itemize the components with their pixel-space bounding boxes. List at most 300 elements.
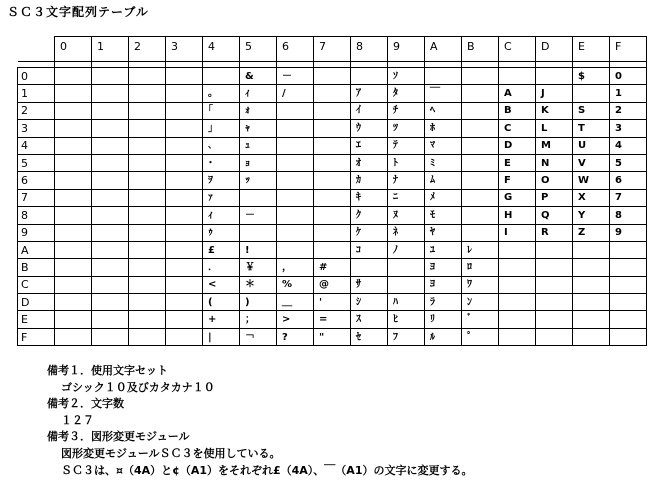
char-cell: ｣ bbox=[203, 120, 240, 137]
char-cell: ﾐ bbox=[425, 154, 462, 171]
char-cell: ｬ bbox=[240, 120, 277, 137]
char-cell bbox=[536, 241, 573, 258]
char-cell bbox=[314, 102, 351, 119]
char-cell bbox=[92, 189, 129, 206]
char-cell: ｭ bbox=[240, 137, 277, 154]
column-header: 7 bbox=[314, 37, 351, 62]
char-cell: ｱ bbox=[351, 85, 388, 102]
char-cell bbox=[314, 137, 351, 154]
char-cell bbox=[129, 137, 166, 154]
table-row bbox=[18, 328, 647, 345]
char-cell: ｶ bbox=[351, 172, 388, 189]
char-cell: " bbox=[314, 328, 351, 345]
char-cell: ｻ bbox=[351, 276, 388, 293]
char-cell bbox=[610, 294, 647, 311]
char-cell bbox=[55, 311, 92, 328]
char-cell bbox=[462, 85, 499, 102]
char-cell: ｨ bbox=[240, 85, 277, 102]
char-cell: ｲ bbox=[351, 102, 388, 119]
char-cell: | bbox=[203, 328, 240, 345]
char-cell: 9 bbox=[610, 224, 647, 241]
row-header: 3 bbox=[18, 120, 55, 137]
column-header: 9 bbox=[388, 37, 425, 62]
char-cell bbox=[166, 120, 203, 137]
char-cell bbox=[610, 328, 647, 345]
char-cell bbox=[129, 294, 166, 311]
char-cell: ￥ bbox=[240, 259, 277, 276]
char-cell bbox=[55, 259, 92, 276]
char-cell: & bbox=[240, 68, 277, 85]
char-cell: 5 bbox=[610, 154, 647, 171]
char-cell bbox=[129, 207, 166, 224]
column-header: 0 bbox=[55, 37, 92, 62]
char-cell bbox=[129, 311, 166, 328]
note-3-heading: 備考３．図形変更モジュール bbox=[47, 430, 190, 444]
char-cell bbox=[129, 189, 166, 206]
char-cell: % bbox=[277, 276, 314, 293]
char-cell: 6 bbox=[610, 172, 647, 189]
char-cell: ￣ bbox=[425, 85, 462, 102]
char-cell: ﾆ bbox=[388, 189, 425, 206]
note-1-heading: 備考１．使用文字セット bbox=[47, 364, 168, 377]
char-cell: ＊ bbox=[240, 276, 277, 293]
table-row bbox=[18, 311, 647, 328]
char-cell bbox=[92, 120, 129, 137]
char-cell: Y bbox=[573, 207, 610, 224]
char-cell: ￢ bbox=[240, 328, 277, 345]
char-cell: N bbox=[536, 154, 573, 171]
row-header: 7 bbox=[18, 189, 55, 206]
column-header: B bbox=[462, 37, 499, 62]
char-cell bbox=[129, 68, 166, 85]
char-cell: ｮ bbox=[240, 154, 277, 171]
char-cell bbox=[573, 294, 610, 311]
char-cell: ' bbox=[314, 294, 351, 311]
char-cell bbox=[610, 259, 647, 276]
char-cell bbox=[425, 68, 462, 85]
char-cell bbox=[499, 259, 536, 276]
char-cell: ﾖ bbox=[425, 259, 462, 276]
char-cell bbox=[129, 276, 166, 293]
column-header: C bbox=[499, 37, 536, 62]
char-cell bbox=[92, 207, 129, 224]
char-cell bbox=[499, 276, 536, 293]
char-cell: ＿ bbox=[277, 294, 314, 311]
char-cell bbox=[462, 68, 499, 85]
char-cell: K bbox=[536, 102, 573, 119]
char-cell bbox=[55, 68, 92, 85]
char-cell bbox=[499, 241, 536, 258]
char-cell: $ bbox=[573, 68, 610, 85]
char-cell: ｢ bbox=[203, 102, 240, 119]
char-cell bbox=[277, 224, 314, 241]
char-cell: ﾒ bbox=[425, 189, 462, 206]
char-cell bbox=[166, 68, 203, 85]
column-header: A bbox=[425, 37, 462, 62]
char-cell bbox=[166, 172, 203, 189]
char-cell bbox=[573, 241, 610, 258]
char-cell bbox=[462, 137, 499, 154]
column-header: 2 bbox=[129, 37, 166, 62]
char-cell bbox=[462, 120, 499, 137]
char-cell bbox=[55, 154, 92, 171]
char-cell bbox=[166, 154, 203, 171]
char-cell: ? bbox=[277, 328, 314, 345]
char-cell: W bbox=[573, 172, 610, 189]
row-header: F bbox=[18, 328, 55, 345]
table-row bbox=[18, 207, 647, 224]
char-cell bbox=[92, 137, 129, 154]
char-cell bbox=[277, 137, 314, 154]
char-cell bbox=[55, 207, 92, 224]
char-cell bbox=[462, 172, 499, 189]
char-cell bbox=[92, 154, 129, 171]
column-header: F bbox=[610, 37, 647, 62]
char-cell: ｼ bbox=[351, 294, 388, 311]
char-cell bbox=[314, 189, 351, 206]
char-cell: ﾑ bbox=[425, 172, 462, 189]
char-cell: ﾏ bbox=[425, 137, 462, 154]
char-cell bbox=[536, 276, 573, 293]
char-cell bbox=[129, 120, 166, 137]
char-cell bbox=[92, 259, 129, 276]
char-cell: － bbox=[277, 68, 314, 85]
char-cell: 4 bbox=[610, 137, 647, 154]
note-2-heading: 備考２．文字数 bbox=[47, 397, 124, 411]
char-cell bbox=[462, 189, 499, 206]
char-cell bbox=[314, 207, 351, 224]
char-cell: ﾇ bbox=[388, 207, 425, 224]
column-header: 3 bbox=[166, 37, 203, 62]
char-cell bbox=[166, 276, 203, 293]
char-cell: ﾖ bbox=[425, 276, 462, 293]
char-cell: 7 bbox=[610, 189, 647, 206]
table-corner bbox=[18, 37, 55, 62]
char-cell bbox=[499, 328, 536, 345]
char-cell bbox=[573, 85, 610, 102]
char-cell bbox=[351, 68, 388, 85]
char-cell bbox=[129, 241, 166, 258]
char-cell: ﾚ bbox=[462, 241, 499, 258]
char-cell: ｦ bbox=[203, 172, 240, 189]
notes-section bbox=[47, 363, 472, 479]
char-cell bbox=[610, 311, 647, 328]
char-cell: ﾂ bbox=[388, 120, 425, 137]
char-cell: @ bbox=[314, 276, 351, 293]
char-cell: ! bbox=[240, 241, 277, 258]
char-cell bbox=[55, 241, 92, 258]
row-header: 6 bbox=[18, 172, 55, 189]
char-cell: ｹ bbox=[351, 224, 388, 241]
char-cell: Z bbox=[573, 224, 610, 241]
char-cell bbox=[92, 241, 129, 258]
char-cell bbox=[166, 328, 203, 345]
char-cell: ｧ bbox=[203, 189, 240, 206]
char-cell bbox=[573, 259, 610, 276]
char-cell bbox=[314, 120, 351, 137]
table-row bbox=[18, 172, 647, 189]
char-cell bbox=[240, 224, 277, 241]
table-row bbox=[18, 294, 647, 311]
row-header: 8 bbox=[18, 207, 55, 224]
table-row bbox=[18, 241, 647, 258]
char-cell bbox=[92, 294, 129, 311]
note-3-line-2: ＳＣ３は、¤（4A）と¢（A1）をそれぞれ£（4A）、￣（A1）の文字に変更する。 bbox=[61, 463, 473, 477]
char-cell: 8 bbox=[610, 207, 647, 224]
char-cell bbox=[277, 172, 314, 189]
char-cell: ﾔ bbox=[425, 224, 462, 241]
char-cell: ﾓ bbox=[425, 207, 462, 224]
char-cell: ﾃ bbox=[388, 137, 425, 154]
row-header: 5 bbox=[18, 154, 55, 171]
char-cell: ｳ bbox=[351, 120, 388, 137]
char-cell: T bbox=[573, 120, 610, 137]
char-cell: L bbox=[536, 120, 573, 137]
char-cell bbox=[92, 102, 129, 119]
char-cell: ﾅ bbox=[388, 172, 425, 189]
char-cell bbox=[388, 259, 425, 276]
char-cell bbox=[462, 154, 499, 171]
char-cell: ｺ bbox=[351, 241, 388, 258]
char-cell: ｯ bbox=[240, 172, 277, 189]
char-cell bbox=[240, 189, 277, 206]
char-cell: ｫ bbox=[240, 102, 277, 119]
character-table bbox=[17, 36, 647, 346]
char-cell bbox=[277, 102, 314, 119]
char-cell: ﾟ bbox=[462, 328, 499, 345]
char-cell bbox=[277, 241, 314, 258]
char-cell bbox=[536, 328, 573, 345]
char-cell bbox=[92, 276, 129, 293]
row-header: 1 bbox=[18, 85, 55, 102]
table-row bbox=[18, 68, 647, 85]
char-cell: M bbox=[536, 137, 573, 154]
row-header: A bbox=[18, 241, 55, 258]
char-cell bbox=[462, 102, 499, 119]
char-cell: ﾛ bbox=[462, 259, 499, 276]
char-cell bbox=[55, 137, 92, 154]
char-cell bbox=[129, 224, 166, 241]
char-cell: Q bbox=[536, 207, 573, 224]
table-row bbox=[18, 85, 647, 102]
char-cell bbox=[166, 311, 203, 328]
char-cell: ､ bbox=[203, 137, 240, 154]
char-cell: ； bbox=[240, 311, 277, 328]
char-cell: ﾉ bbox=[388, 241, 425, 258]
table-row bbox=[18, 259, 647, 276]
char-cell: R bbox=[536, 224, 573, 241]
char-cell: 3 bbox=[610, 120, 647, 137]
char-cell: I bbox=[499, 224, 536, 241]
char-cell: F bbox=[499, 172, 536, 189]
char-cell bbox=[129, 85, 166, 102]
char-cell bbox=[55, 294, 92, 311]
char-cell bbox=[610, 276, 647, 293]
row-header: B bbox=[18, 259, 55, 276]
char-cell bbox=[92, 85, 129, 102]
char-cell: ( bbox=[203, 294, 240, 311]
char-cell bbox=[166, 189, 203, 206]
char-cell bbox=[55, 276, 92, 293]
char-cell bbox=[277, 207, 314, 224]
char-cell bbox=[92, 68, 129, 85]
row-header: 2 bbox=[18, 102, 55, 119]
char-cell bbox=[499, 311, 536, 328]
char-cell: O bbox=[536, 172, 573, 189]
char-cell bbox=[166, 85, 203, 102]
table-row bbox=[18, 154, 647, 171]
char-cell: ﾗ bbox=[425, 294, 462, 311]
char-cell bbox=[55, 328, 92, 345]
note-1-body: ゴシック１０及びカタカナ１０ bbox=[61, 380, 215, 394]
column-header: 6 bbox=[277, 37, 314, 62]
table-row bbox=[18, 102, 647, 119]
char-cell: ， bbox=[277, 259, 314, 276]
char-cell: ﾞ bbox=[462, 311, 499, 328]
char-cell: D bbox=[499, 137, 536, 154]
char-cell bbox=[92, 172, 129, 189]
row-header: D bbox=[18, 294, 55, 311]
char-cell: / bbox=[277, 85, 314, 102]
char-cell: + bbox=[203, 311, 240, 328]
char-cell: S bbox=[573, 102, 610, 119]
char-cell: < bbox=[203, 276, 240, 293]
row-header: C bbox=[18, 276, 55, 293]
char-cell bbox=[166, 259, 203, 276]
char-cell: £ bbox=[203, 241, 240, 258]
char-cell bbox=[277, 189, 314, 206]
char-cell: J bbox=[536, 85, 573, 102]
char-cell: 2 bbox=[610, 102, 647, 119]
column-header-row bbox=[18, 37, 647, 62]
char-cell bbox=[166, 224, 203, 241]
column-header: 1 bbox=[92, 37, 129, 62]
char-cell: ﾕ bbox=[425, 241, 462, 258]
char-cell bbox=[536, 259, 573, 276]
char-cell: > bbox=[277, 311, 314, 328]
char-cell bbox=[92, 311, 129, 328]
char-cell: ﾌ bbox=[388, 328, 425, 345]
char-cell bbox=[388, 276, 425, 293]
page-title: ＳＣ３文字配列テーブル bbox=[7, 5, 149, 19]
row-header: 0 bbox=[18, 68, 55, 85]
char-cell bbox=[277, 154, 314, 171]
column-header: 4 bbox=[203, 37, 240, 62]
char-cell bbox=[55, 120, 92, 137]
char-cell: ｵ bbox=[351, 154, 388, 171]
char-cell: ﾋ bbox=[388, 311, 425, 328]
char-cell bbox=[129, 328, 166, 345]
char-cell bbox=[462, 207, 499, 224]
column-header: 5 bbox=[240, 37, 277, 62]
char-cell: ﾍ bbox=[425, 102, 462, 119]
table-row bbox=[18, 137, 647, 154]
char-cell: ﾈ bbox=[388, 224, 425, 241]
row-header: E bbox=[18, 311, 55, 328]
column-header: D bbox=[536, 37, 573, 62]
char-cell bbox=[536, 311, 573, 328]
char-cell bbox=[351, 259, 388, 276]
char-cell: # bbox=[314, 259, 351, 276]
char-cell bbox=[314, 154, 351, 171]
char-cell: ﾙ bbox=[425, 328, 462, 345]
char-cell: ｿ bbox=[388, 68, 425, 85]
char-cell: X bbox=[573, 189, 610, 206]
char-cell bbox=[55, 189, 92, 206]
note-2-body: １２７ bbox=[61, 413, 94, 427]
char-cell bbox=[573, 276, 610, 293]
char-cell: B bbox=[499, 102, 536, 119]
char-cell: ｩ bbox=[203, 224, 240, 241]
char-cell bbox=[314, 224, 351, 241]
char-cell bbox=[536, 68, 573, 85]
char-cell bbox=[166, 241, 203, 258]
char-cell: G bbox=[499, 189, 536, 206]
char-cell bbox=[166, 137, 203, 154]
char-cell bbox=[92, 224, 129, 241]
char-cell bbox=[92, 328, 129, 345]
table-row bbox=[18, 189, 647, 206]
char-cell bbox=[166, 207, 203, 224]
column-header: 8 bbox=[351, 37, 388, 62]
char-cell: － bbox=[240, 207, 277, 224]
char-cell: ･ bbox=[203, 154, 240, 171]
char-cell: ｷ bbox=[351, 189, 388, 206]
char-cell bbox=[314, 68, 351, 85]
char-cell bbox=[203, 68, 240, 85]
table-row bbox=[18, 224, 647, 241]
char-cell: ﾘ bbox=[425, 311, 462, 328]
char-cell bbox=[536, 294, 573, 311]
char-cell: ﾊ bbox=[388, 294, 425, 311]
char-cell: U bbox=[573, 137, 610, 154]
char-cell: ﾄ bbox=[388, 154, 425, 171]
char-cell: = bbox=[314, 311, 351, 328]
char-cell bbox=[462, 224, 499, 241]
char-cell: ﾝ bbox=[462, 294, 499, 311]
char-cell bbox=[277, 120, 314, 137]
char-cell: ｨ bbox=[203, 207, 240, 224]
char-cell bbox=[166, 294, 203, 311]
char-cell bbox=[314, 241, 351, 258]
char-cell: ﾀ bbox=[388, 85, 425, 102]
char-cell bbox=[573, 328, 610, 345]
char-cell bbox=[129, 259, 166, 276]
table-row bbox=[18, 120, 647, 137]
char-cell: 1 bbox=[610, 85, 647, 102]
char-cell bbox=[573, 311, 610, 328]
char-cell bbox=[129, 172, 166, 189]
char-cell bbox=[129, 154, 166, 171]
char-cell: ｾ bbox=[351, 328, 388, 345]
char-cell bbox=[499, 68, 536, 85]
char-cell: E bbox=[499, 154, 536, 171]
char-cell: 0 bbox=[610, 68, 647, 85]
char-cell: C bbox=[499, 120, 536, 137]
row-header: 4 bbox=[18, 137, 55, 154]
char-cell bbox=[499, 294, 536, 311]
row-header: 9 bbox=[18, 224, 55, 241]
column-header: E bbox=[573, 37, 610, 62]
char-cell: H bbox=[499, 207, 536, 224]
table-row bbox=[18, 276, 647, 293]
char-cell bbox=[55, 172, 92, 189]
char-cell: ｴ bbox=[351, 137, 388, 154]
char-cell bbox=[314, 85, 351, 102]
char-cell: ｽ bbox=[351, 311, 388, 328]
char-cell bbox=[314, 172, 351, 189]
char-cell bbox=[610, 241, 647, 258]
